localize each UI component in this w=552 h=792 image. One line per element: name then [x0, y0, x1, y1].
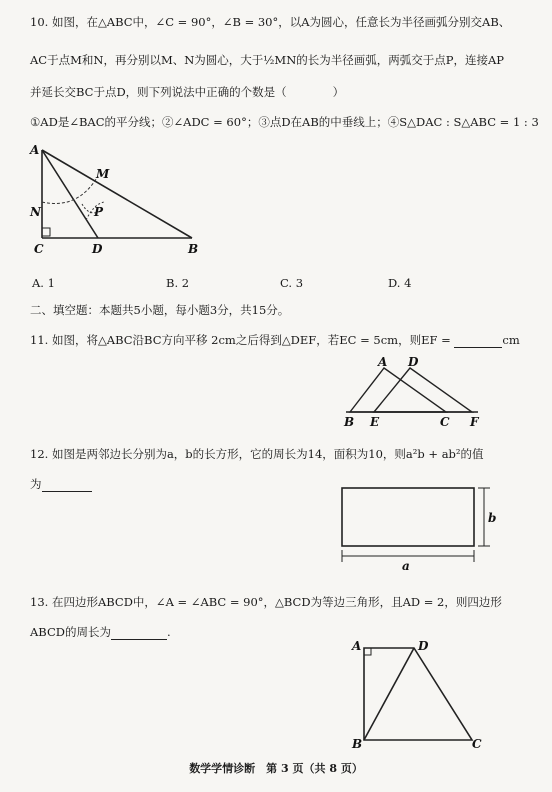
q11-label-b: B — [344, 415, 355, 429]
q11-label-e: E — [370, 415, 380, 429]
q10-line-ad — [42, 150, 98, 238]
q11-answer-blank[interactable] — [454, 335, 502, 348]
q11-text — [30, 332, 520, 348]
q11-label-a: A — [378, 356, 388, 369]
q10-label-n: N — [30, 205, 41, 219]
q13-label-d: D — [418, 639, 429, 653]
q11-prompt: 11. 如图，将△ABC沿BC方向平移 2cm之后得到△DEF，若EC = 5cm，则EF = — [30, 333, 455, 347]
q11-label-d: D — [408, 356, 419, 369]
q10-line-3: 并延长交BC于点D，则下列说法中正确的个数是（ ） — [30, 85, 345, 99]
q10-line-2: AC于点M和N，再分别以M、N为圆心，大于½MN的长为半径画弧，两弧交于点P，连接AP — [30, 53, 505, 67]
q13-quadrilateral-abcd — [364, 648, 472, 740]
q13-label-b: B — [352, 737, 363, 751]
q13-line-1: 13. 在四边形ABCD中，∠A = ∠ABC = 90°，△BCD为等边三角形，且AD = 2，则四边形 — [30, 595, 502, 609]
q12-prompt-2: 为 — [30, 477, 42, 491]
section-2-header: 二、填空题：本题共5小题，每小题3分，共15分。 — [30, 303, 290, 317]
q11-label-f: F — [470, 415, 479, 429]
q13-answer-blank[interactable] — [111, 627, 167, 640]
q11-label-c: C — [440, 415, 450, 429]
q11-triangle-abc — [350, 368, 446, 412]
q12-answer-blank[interactable] — [42, 479, 92, 492]
q12-rectangle-figure — [334, 482, 502, 574]
q10-option-a[interactable]: A. 1 — [32, 276, 55, 290]
q11-translation-figure — [338, 356, 488, 432]
q13-prompt-2: ABCD的周长为 — [30, 625, 111, 639]
q13-label-a: A — [352, 639, 362, 653]
q10-label-a: A — [30, 143, 40, 157]
q11-triangle-def — [374, 368, 472, 412]
q10-line-4: ①AD是∠BAC的平分线；②∠ADC = 60°；③点D在AB的中垂线上；④S△DAC : S△ABC = 1 : 3 — [30, 115, 539, 129]
q13-quadrilateral-figure — [348, 636, 488, 752]
q13-line-2: ABCD的周长为 . — [30, 625, 171, 639]
q13-diagonal-bd — [364, 648, 414, 740]
q12-label-a: a — [402, 559, 410, 573]
q10-right-angle-c — [42, 228, 50, 236]
q10-label-p: P — [94, 205, 104, 219]
q10-label-c: C — [34, 242, 44, 256]
q10-label-d: D — [92, 242, 103, 256]
q13-right-angle-a — [364, 648, 371, 655]
page-footer: 数学学情诊断 第 3 页（共 8 页） — [189, 762, 363, 775]
q10-label-m: M — [96, 167, 110, 181]
q10-line-1: 10. 如图，在△ABC中，∠C = 90°，∠B = 30°，以A为圆心，任意长为半径画弧分别交AB、 — [30, 15, 511, 29]
q10-option-b[interactable]: B. 2 — [166, 276, 190, 290]
q10-option-d[interactable]: D. 4 — [388, 276, 412, 290]
q12-rectangle — [342, 488, 474, 546]
q10-label-b: B — [188, 242, 199, 256]
q12-line-2 — [30, 476, 92, 492]
q12-line-1: 12. 如图是两邻边长分别为a，b的长方形，它的周长为14，面积为10，则a²b + ab²的值 — [30, 447, 484, 461]
q10-triangle-figure — [28, 140, 208, 260]
q10-arc-mn — [42, 176, 98, 204]
q10-side-ab — [42, 150, 192, 238]
q10-option-c[interactable]: C. 3 — [280, 276, 304, 290]
q11-unit: cm — [502, 333, 520, 347]
q12-label-b: b — [488, 511, 497, 525]
q13-label-c: C — [472, 737, 482, 751]
